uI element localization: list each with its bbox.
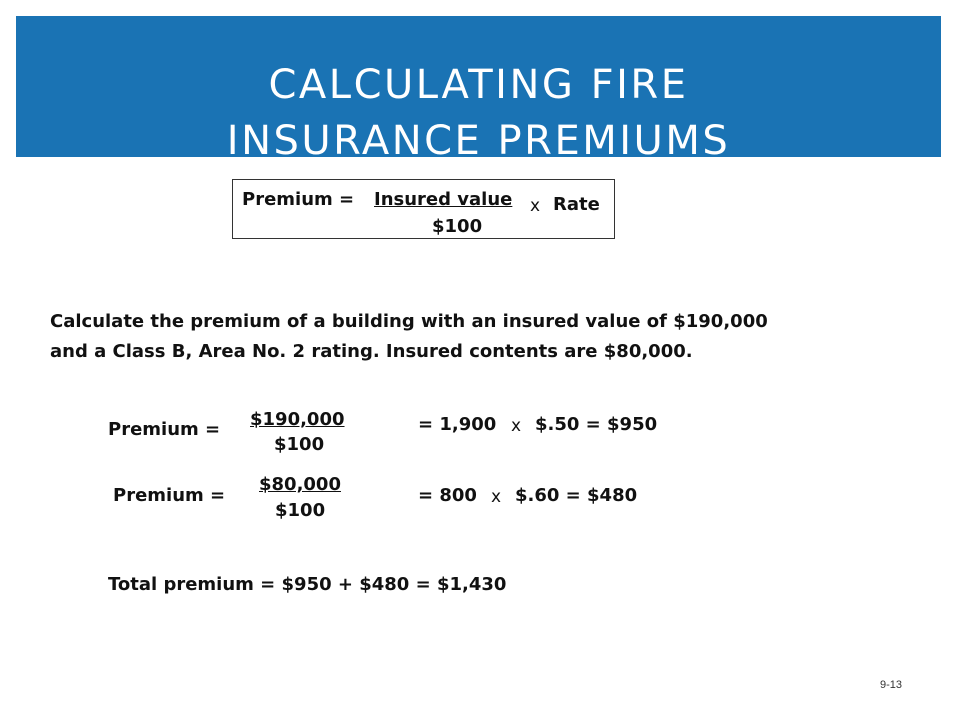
contents-result-suffix: $.60 = $480 <box>515 485 638 506</box>
formula-label: Premium = <box>242 189 355 210</box>
building-result-prefix: = 1,900 <box>418 414 497 435</box>
slide-title-line-2: INSURANCE PREMIUMS <box>226 118 731 164</box>
contents-numerator: $80,000 <box>259 474 341 495</box>
slide-number: 9-13 <box>880 679 903 691</box>
formula-rate: Rate <box>553 194 600 215</box>
problem-statement <box>50 307 810 367</box>
slide-title-line-1: CALCULATING FIRE <box>268 62 689 108</box>
problem-line-1: Calculate the premium of a building with an insured value of $190,000 <box>50 311 768 332</box>
building-denominator: $100 <box>274 434 325 455</box>
building-result-suffix: $.50 = $950 <box>535 414 658 435</box>
contents-result-prefix: = 800 <box>418 485 477 506</box>
contents-denominator: $100 <box>275 500 326 521</box>
contents-premium-label: Premium = <box>113 485 226 506</box>
title-banner <box>16 16 941 164</box>
formula-multiply-sign: x <box>530 196 541 216</box>
building-numerator: $190,000 <box>250 409 345 430</box>
total-premium: Total premium = $950 + $480 = $1,430 <box>108 574 507 595</box>
building-premium-label: Premium = <box>108 419 221 440</box>
building-multiply-sign: x <box>511 416 522 436</box>
contents-multiply-sign: x <box>491 487 502 507</box>
formula-denominator: $100 <box>432 216 483 237</box>
formula-numerator: Insured value <box>374 189 513 210</box>
problem-line-2: and a Class B, Area No. 2 rating. Insured contents are $80,000. <box>50 341 693 362</box>
